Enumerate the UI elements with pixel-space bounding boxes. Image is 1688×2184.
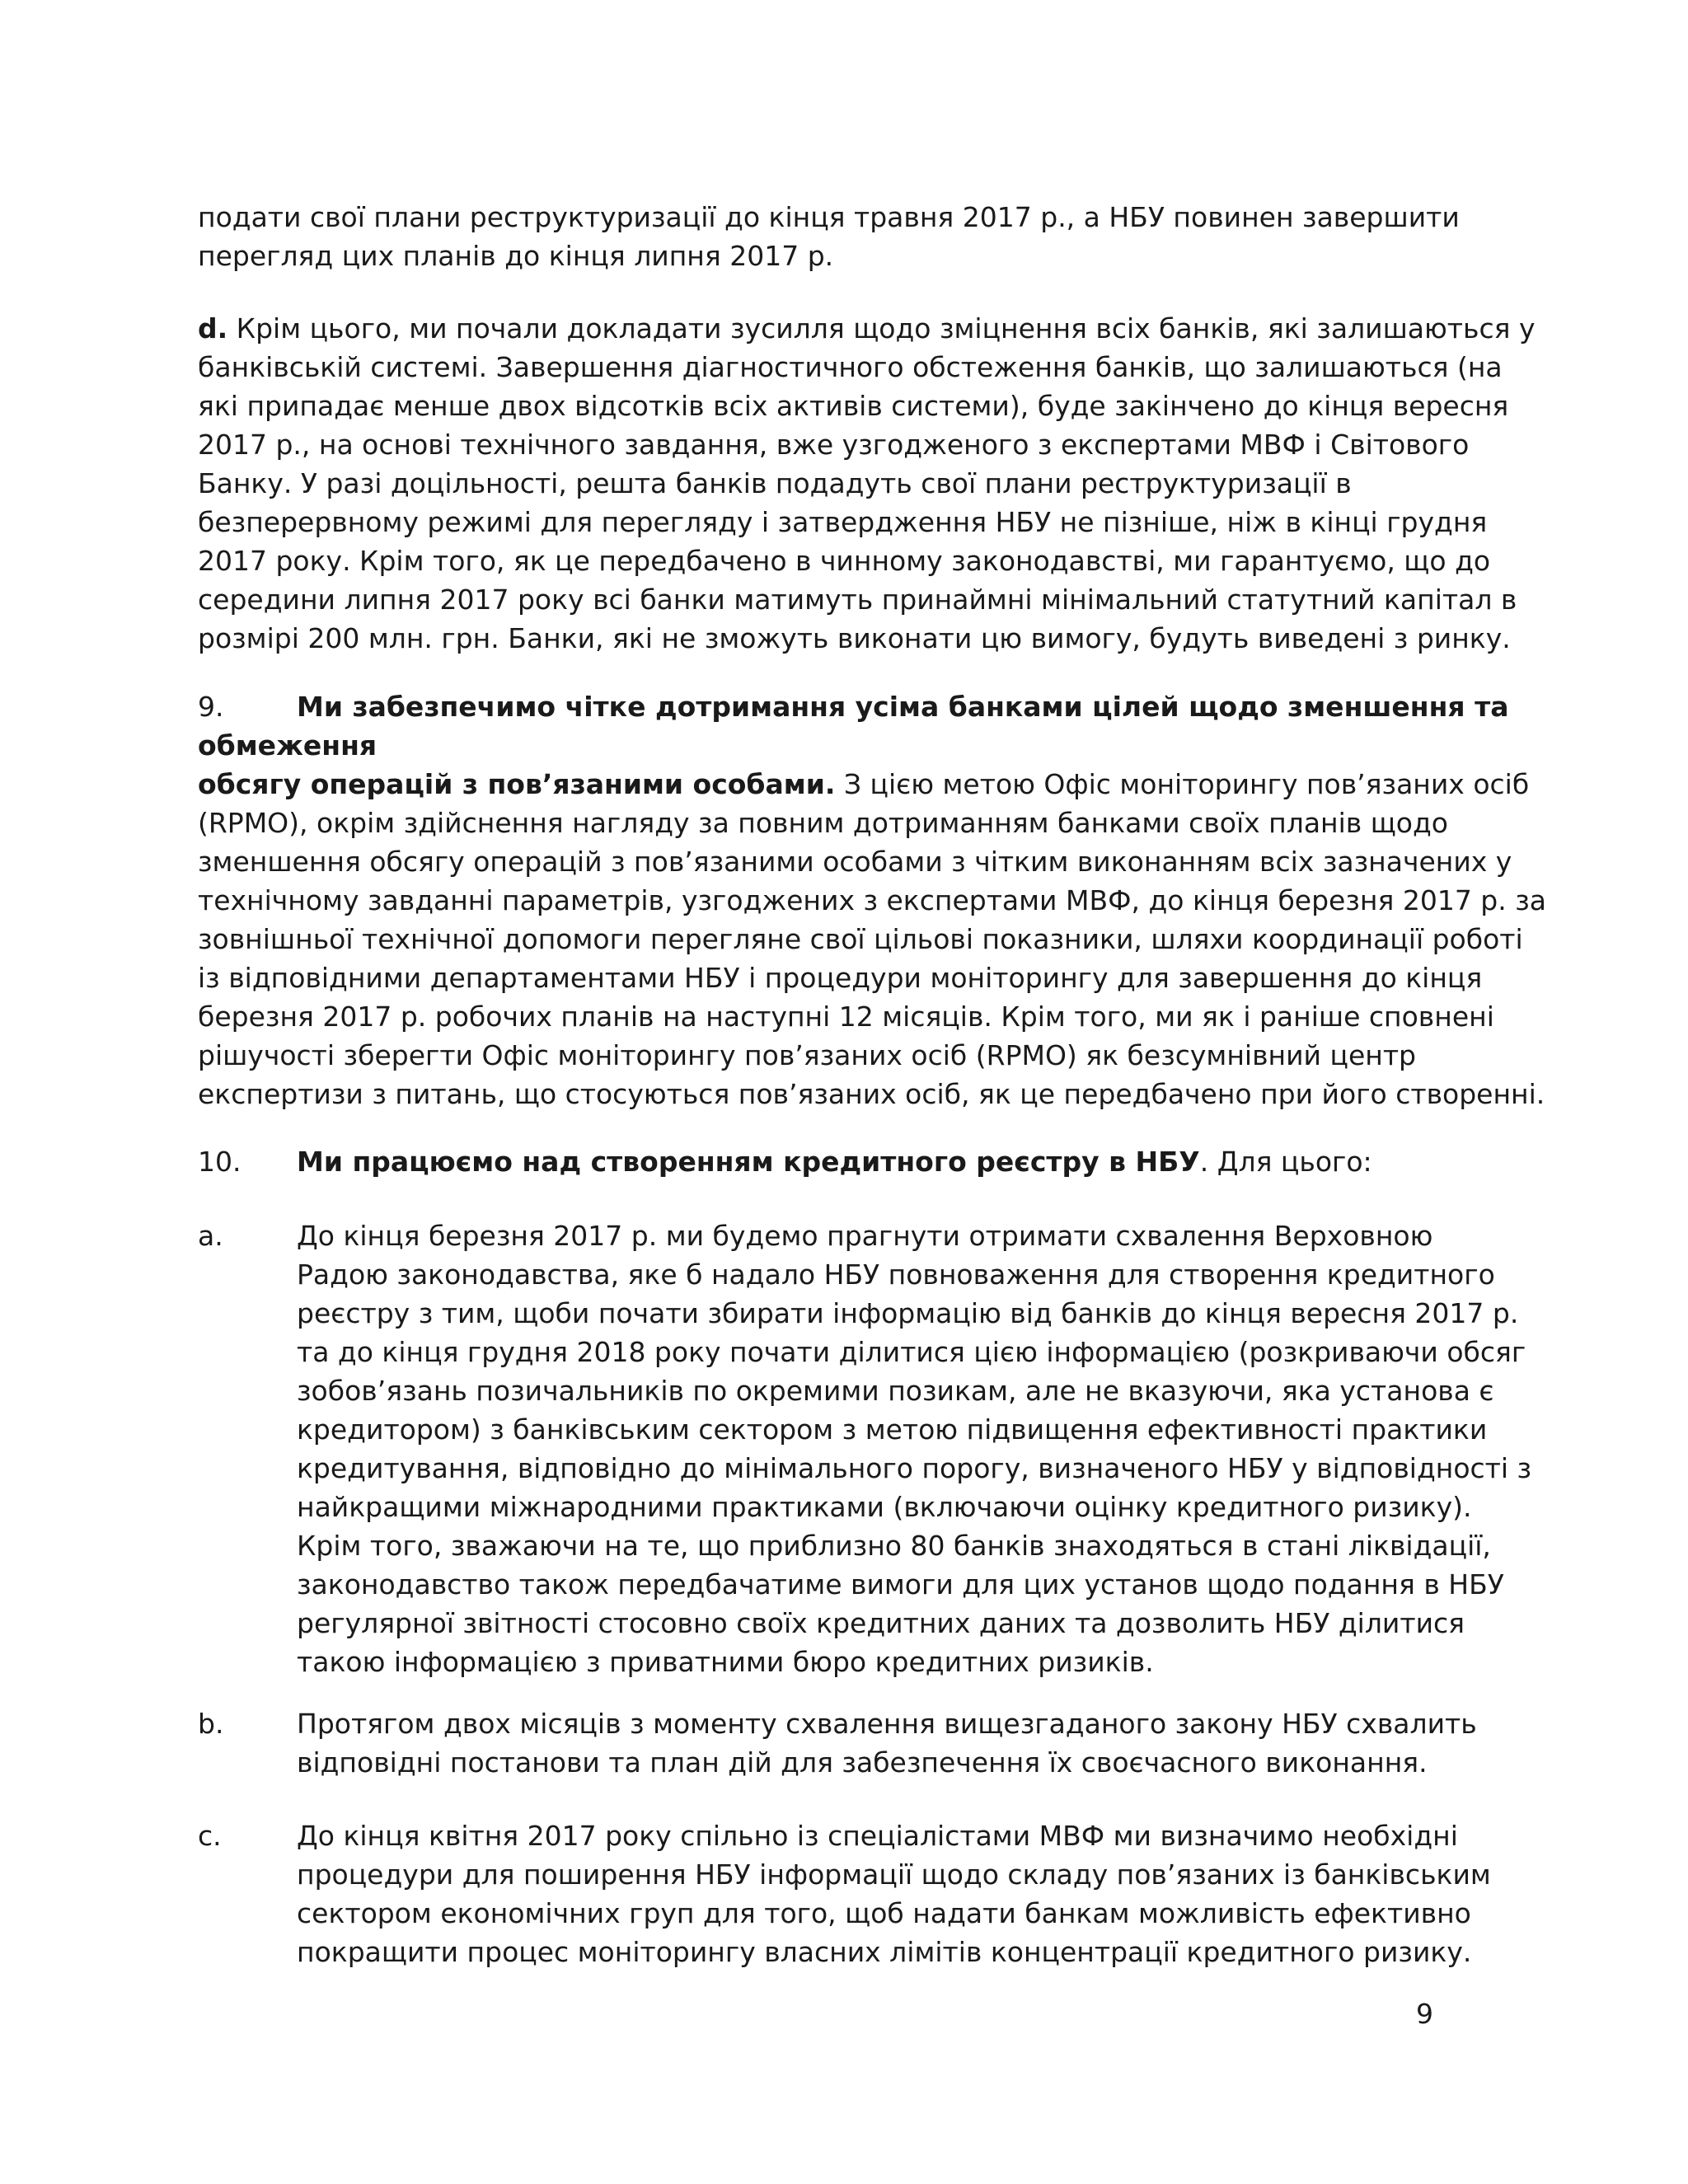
paragraph-d [198, 309, 1536, 658]
paragraph-9-line: рішучості зберегти Офіс моніторингу пов’язаних осіб (RPMO) як безсумнівний центр [198, 1039, 1416, 1071]
paragraph-d-line: середини липня 2017 року всі банки матимуть принаймні мінімальний статутний капітал в [198, 583, 1517, 616]
paragraph-9-line: (RPMO), окрім здійснення нагляду за повним дотриманням банками своїх планів щодо [198, 807, 1449, 839]
sub-item-c-label: c. [198, 1820, 222, 1852]
paragraph-d-line: банківській системі. Завершення діагностичного обстеження банків, що залишаються (на [198, 351, 1503, 383]
sub-item-c-line: процедури для поширення НБУ інформації щодо складу пов’язаних із банківським [297, 1858, 1491, 1891]
paragraph-10-heading: Ми працюємо над створенням кредитного реєстру в НБУ [297, 1146, 1200, 1178]
paragraph-9-heading [297, 687, 1509, 726]
paragraph-9-line: експертизи з питань, що стосуються пов’язаних осіб, як це передбачено при його створенні. [198, 1078, 1545, 1110]
paragraph-10-line [297, 1142, 1467, 1181]
sub-item-a-line: Радою законодавства, яке б надало НБУ повноваження для створення кредитного [297, 1258, 1495, 1291]
paragraph-9-line: зменшення обсягу операцій з пов’язаними особами з чітким виконанням всіх зазначених у [198, 846, 1512, 878]
sub-item-c-line: покращити процес моніторингу власних лімітів концентрації кредитного ризику. [297, 1936, 1472, 1968]
paragraph-d-line: 2017 р., на основі технічного завдання, вже узгодженого з експертами МВФ і Світового [198, 429, 1470, 461]
paragraph-d-line-text: Крім цього, ми почали докладати зусилля щодо зміцнення всіх банків, які залишаються у [227, 312, 1536, 344]
sub-item-a-line: регулярної звітності стосовно своїх кредитних даних та дозволить НБУ ділитися [297, 1607, 1465, 1639]
paragraph-9-number: 9. [198, 691, 224, 723]
paragraph-d-line: Банку. У разі доцільності, решта банків подадуть свої плани реструктуризації в [198, 467, 1352, 499]
paragraph-9 [198, 726, 1546, 1113]
sub-item-a-line: реєстру з тим, щоби почати збирати інформацію від банків до кінця вересня 2017 р. [297, 1297, 1519, 1329]
paragraph-d-line: розмірі 200 млн. грн. Банки, які не зможуть виконати цю вимогу, будуть виведені з ринку. [198, 622, 1511, 654]
paragraph-9-heading-line: обсягу операцій з пов’язаними особами. [198, 768, 836, 800]
paragraph-9-line: технічному завданні параметрів, узгоджених з експертами МВФ, до кінця березня 2017 р. за [198, 884, 1546, 916]
sub-item-a-line: зобов’язань позичальників по окремими позикам, але не вказуючи, яка установа є [297, 1375, 1494, 1407]
sub-item-a-line: кредитором) з банківським сектором з метою підвищення ефективності практики [297, 1413, 1488, 1446]
paragraph-10 [297, 1142, 1467, 1181]
paragraph-9-line: зовнішньої технічної допомоги перегляне свої цільові показники, шляхи координації роботі [198, 923, 1523, 955]
sub-item-a-line: найкращими міжнародними практиками (включаючи оцінку кредитного ризику). [297, 1491, 1472, 1523]
sub-item-b-line: відповідні постанови та план дій для забезпечення їх своєчасного виконання. [297, 1746, 1428, 1779]
paragraph-9-heading-line: обмеження [198, 729, 377, 762]
paragraph-d-line: безперервному режимі для перегляду і затвердження НБУ не пізніше, ніж в кінці грудня [198, 506, 1488, 538]
sub-item-a-line: До кінця березня 2017 р. ми будемо прагнути отримати схвалення Верховною [297, 1220, 1433, 1252]
sub-item-c-line: сектором економічних груп для того, щоб надати банкам можливість ефективно [297, 1897, 1471, 1929]
paragraph-9-line [198, 765, 1530, 804]
paragraph-d-line [198, 309, 1536, 348]
paragraph-d-label: d. [198, 312, 228, 344]
intro-paragraph [198, 198, 1460, 275]
sub-item-b-label: b. [198, 1708, 224, 1740]
paragraph-d-line: 2017 року. Крім того, як це передбачено в чинному законодавстві, ми гарантуємо, що до [198, 545, 1491, 577]
sub-item-a [297, 1216, 1532, 1681]
sub-item-a-line: Крім того, зважаючи на те, що приблизно 80 банків знаходяться в стані ліквідації, [297, 1530, 1491, 1562]
sub-item-c-line: До кінця квітня 2017 року спільно із спеціалістами МВФ ми визначимо необхідні [297, 1820, 1458, 1852]
intro-line: перегляд цих планів до кінця липня 2017 р. [198, 240, 834, 272]
sub-item-c [297, 1816, 1491, 1971]
paragraph-d-line: які припадає менше двох відсотків всіх активів системи), буде закінчено до кінця вересня [198, 390, 1509, 422]
paragraph-9-line: із відповідними департаментами НБУ і процедури моніторингу для завершення до кінця [198, 962, 1483, 994]
page-number: 9 [1416, 1998, 1433, 2030]
sub-item-a-line: такою інформацією з приватними бюро кредитних ризиків. [297, 1646, 1154, 1678]
sub-item-b-line: Протягом двох місяців з моменту схвалення вищезгаданого закону НБУ схвалить [297, 1708, 1477, 1740]
sub-item-a-label: a. [198, 1220, 223, 1252]
intro-line: подати свої плани реструктуризації до кінця травня 2017 р., а НБУ повинен завершити [198, 201, 1460, 233]
paragraph-9-line-text: З цією метою Офіс моніторингу пов’язаних осіб [835, 768, 1530, 800]
sub-item-b [297, 1704, 1477, 1782]
sub-item-a-line: законодавство також передбачатиме вимоги для цих установ щодо подання в НБУ [297, 1568, 1504, 1601]
paragraph-10-number: 10. [198, 1146, 241, 1178]
paragraph-9-heading-line: Ми забезпечимо чітке дотримання усіма банками цілей щодо зменшення та [297, 691, 1509, 723]
paragraph-10-rest: . Для цього: [1199, 1146, 1372, 1178]
paragraph-9-line: березня 2017 р. робочих планів на наступні 12 місяців. Крім того, ми як і раніше сповнені [198, 1001, 1494, 1033]
sub-item-a-line: та до кінця грудня 2018 року почати ділитися цією інформацією (розкриваючи обсяг [297, 1336, 1526, 1368]
sub-item-a-line: кредитування, відповідно до мінімального порогу, визначеного НБУ у відповідності з [297, 1452, 1532, 1484]
